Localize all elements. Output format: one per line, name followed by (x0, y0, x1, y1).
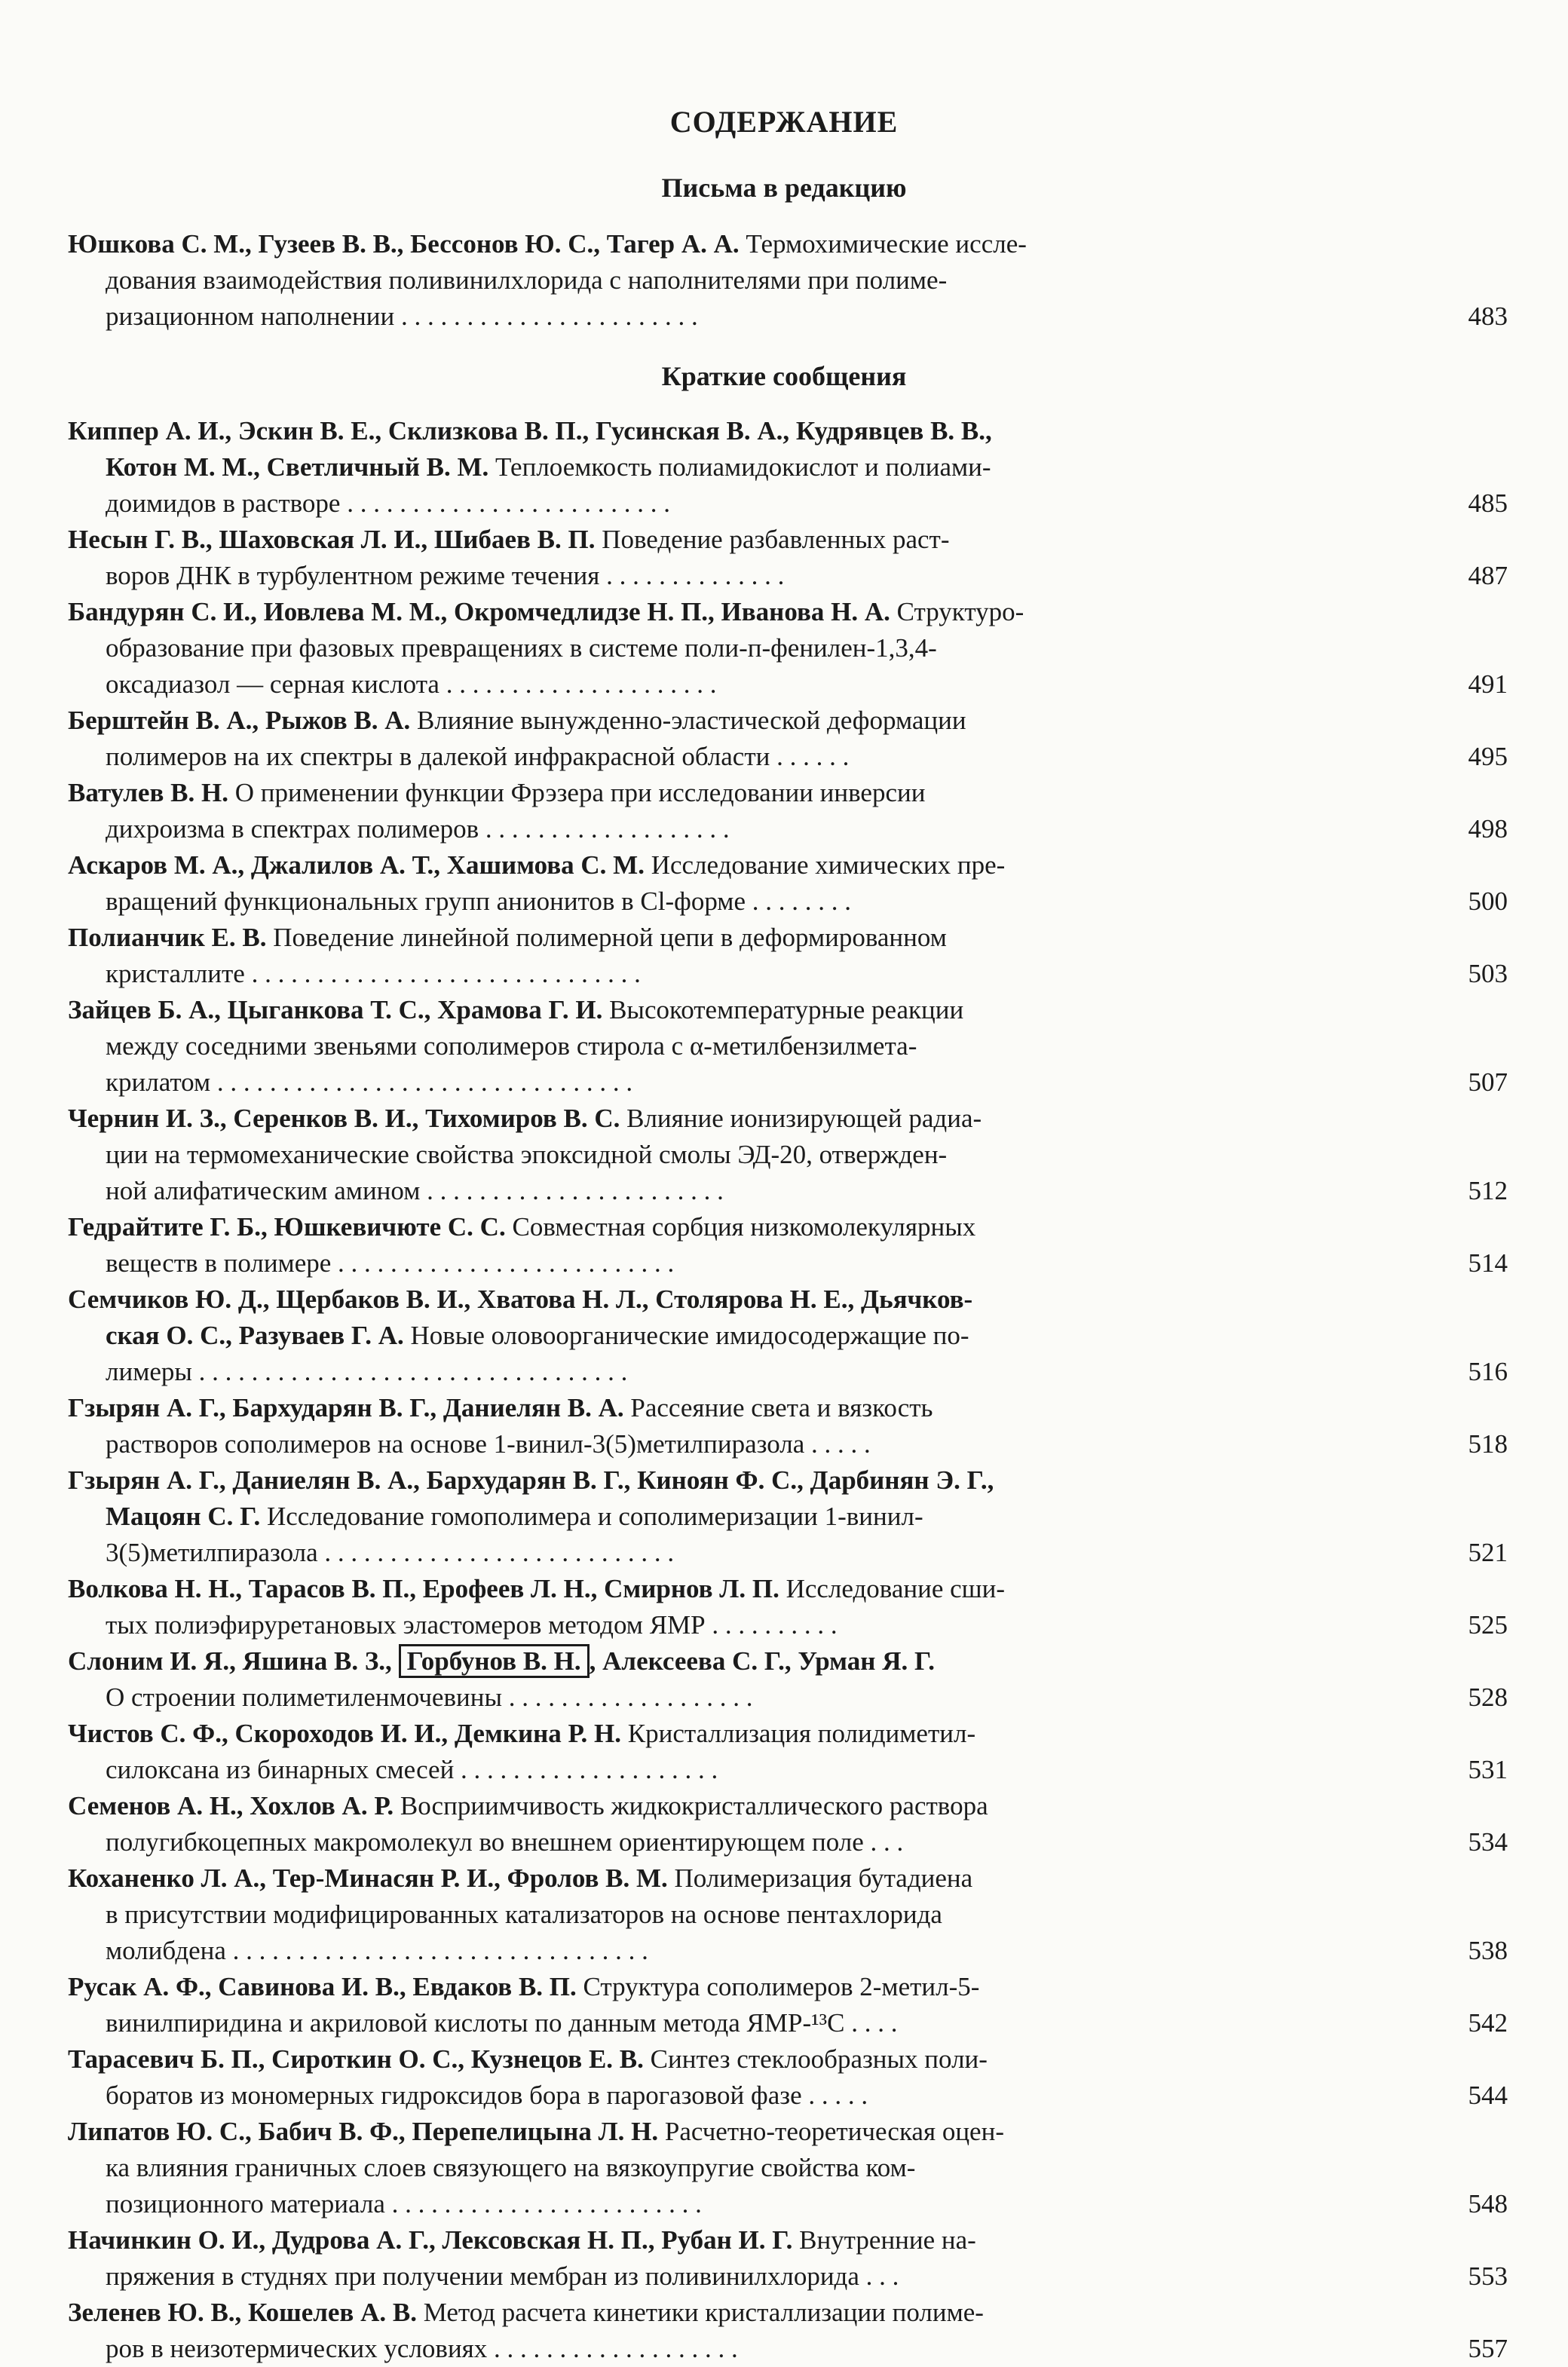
entry-page-number: 503 (1468, 959, 1508, 988)
entry-title-text: позиционного материала . . . . . . . . . . . . . . . . . . . . . . . . (106, 2189, 702, 2218)
entry-title-text: крилатом . . . . . . . . . . . . . . . . . . . . . . . . . . . . . . . . (106, 1067, 633, 1097)
entry-page-number: 491 (1468, 669, 1508, 699)
entry-title-text: боратов из мономерных гидроксидов бора в парогазовой фазе . . . . . (106, 2081, 868, 2110)
toc-entry (68, 2041, 1508, 2114)
entry-title-text: Метод расчета кинетики кристаллизации полиме- (416, 2298, 984, 2327)
section-letters-entries (68, 226, 1508, 335)
toc-entry-line (68, 1209, 1508, 1245)
toc-entry-line (68, 1788, 1508, 1824)
toc-entry-line (68, 1535, 1508, 1571)
toc-entry (68, 1462, 1508, 1571)
entry-title-text: ной алифатическим амином . . . . . . . . . . . . . . . . . . . . . . . (106, 1176, 724, 1205)
toc-entry-line (68, 1716, 1508, 1752)
entry-title-text: Расчетно-теоретическая оцен- (658, 2117, 1004, 2146)
entry-authors: Коханенко Л. А., Тер-Минасян Р. И., Фролов В. М. (68, 1863, 668, 1893)
entry-page-number: 557 (1468, 2334, 1508, 2363)
entry-title-text: Термохимические иссле- (739, 229, 1027, 259)
toc-entry (68, 1101, 1508, 1209)
toc-entry (68, 1716, 1508, 1788)
entry-title-text: Новые оловоорганические имидосодержащие по- (403, 1321, 969, 1350)
entry-page-number: 498 (1468, 814, 1508, 844)
entry-authors: Русак А. Ф., Савинова И. В., Евдаков В. П. (68, 1972, 577, 2001)
entry-authors: Несын Г. В., Шаховская Л. И., Шибаев В. П. (68, 525, 596, 554)
entry-title-text: между соседними звеньями сополимеров стирола с α-метилбензилмета- (106, 1031, 917, 1061)
entry-authors: Чернин И. З., Серенков В. И., Тихомиров В. С. (68, 1104, 620, 1133)
toc-entry-line (68, 2331, 1508, 2367)
toc-entry (68, 847, 1508, 920)
toc-entry-line (68, 883, 1508, 920)
entry-authors: Гзырян А. Г., Даниелян В. А., Бархударян В. Г., Киноян Ф. С., Дарбинян Э. Г., (68, 1465, 994, 1495)
entry-page-number: 487 (1468, 561, 1508, 590)
toc-entry (68, 1571, 1508, 1643)
entry-title-text: вращений функциональных групп анионитов в Cl-форме . . . . . . . . (106, 886, 851, 916)
entry-authors: Чистов С. Ф., Скороходов И. И., Демкина Р. Н. (68, 1719, 622, 1748)
entry-authors: Волкова Н. Н., Тарасов В. П., Ерофеев Л. Н., Смирнов Л. П. (68, 1574, 779, 1603)
entry-authors: Полианчик Е. В. (68, 923, 267, 952)
toc-entry (68, 226, 1508, 335)
entry-authors: Аскаров М. А., Джалилов А. Т., Хашимова С. М. (68, 850, 645, 880)
toc-entry-line (68, 1571, 1508, 1607)
toc-entry-line (68, 1028, 1508, 1064)
entry-authors: Липатов Ю. С., Бабич В. Ф., Перепелицына Л. Н. (68, 2117, 659, 2146)
entry-title-text: веществ в полимере . . . . . . . . . . . . . . . . . . . . . . . . . . (106, 1248, 675, 1278)
toc-entry-line (68, 1426, 1508, 1462)
entry-title-text: доимидов в растворе . . . . . . . . . . . . . . . . . . . . . . . . . (106, 488, 670, 518)
toc-entry-line (68, 594, 1508, 630)
entry-authors: Зайцев Б. А., Цыганкова Т. С., Храмова Г. И. (68, 995, 603, 1024)
toc-entry-line (68, 1354, 1508, 1390)
entry-page-number: 531 (1468, 1755, 1508, 1784)
toc-entry-line (68, 1752, 1508, 1788)
toc-entry (68, 775, 1508, 847)
entry-author-boxed: Горбунов В. Н. (399, 1644, 590, 1678)
entry-authors: Зеленев Ю. В., Кошелев А. В. (68, 2298, 417, 2327)
entry-title-text: образование при фазовых превращениях в системе поли-п-фенилен-1,3,4- (106, 633, 937, 663)
entry-title-text: молибдена . . . . . . . . . . . . . . . . . . . . . . . . . . . . . . . . (106, 1936, 648, 1965)
toc-entry-line (68, 1824, 1508, 1860)
entry-authors: Юшкова С. М., Гузеев В. В., Бессонов Ю. С., Тагер А. А. (68, 229, 740, 259)
entry-page-number: 548 (1468, 2189, 1508, 2218)
entry-page-number: 544 (1468, 2081, 1508, 2110)
entry-authors: Тарасевич Б. П., Сироткин О. С., Кузнецов Е. В. (68, 2044, 644, 2074)
entry-title-text: Восприимчивость жидкокристаллического раствора (394, 1791, 988, 1820)
entry-title-text: Синтез стеклообразных поли- (643, 2044, 988, 2074)
entry-title-text: ции на термомеханические свойства эпоксидной смолы ЭД-20, отвержден- (106, 1140, 948, 1169)
entry-page-number: 521 (1468, 1538, 1508, 1567)
entry-authors: Семчиков Ю. Д., Щербаков В. И., Хватова Н. Л., Столярова Н. Е., Дьячков- (68, 1285, 973, 1314)
entry-page-number: 538 (1468, 1936, 1508, 1965)
entry-title-text: оксадиазол — серная кислота . . . . . . . . . . . . . . . . . . . . . (106, 669, 717, 699)
entry-authors: Гедрайтите Г. Б., Юшкевичюте С. С. (68, 1212, 506, 1242)
entry-title-text: О применении функции Фрэзера при исследовании инверсии (228, 778, 926, 807)
toc-entry-line (68, 2186, 1508, 2222)
toc-entry (68, 1860, 1508, 1969)
entry-page-number: 516 (1468, 1357, 1508, 1386)
entry-authors: Начинкин О. И., Дудрова А. Г., Лексовская Н. П., Рубан И. Г. (68, 2225, 793, 2255)
toc-entry (68, 594, 1508, 703)
toc-entry-line (68, 1969, 1508, 2005)
toc-entry-line (68, 1499, 1508, 1535)
toc-entry-line (68, 2078, 1508, 2114)
entry-title-text: силоксана из бинарных смесей . . . . . . . . . . . . . . . . . . . . (106, 1755, 718, 1784)
toc-entry-line (68, 522, 1508, 558)
entry-page-number: 525 (1468, 1610, 1508, 1640)
toc-entry-line (68, 920, 1508, 956)
entry-authors: Мацоян С. Г. (106, 1502, 261, 1531)
toc-entry (68, 413, 1508, 522)
section-heading-short-communications: Краткие сообщения (661, 361, 907, 391)
toc-entry (68, 1281, 1508, 1390)
entry-title-text: в присутствии модифицированных катализаторов на основе пентахлорида (106, 1900, 942, 1929)
entry-authors: Семенов А. Н., Хохлов А. Р. (68, 1791, 394, 1820)
entry-page-number: 483 (1468, 302, 1508, 331)
toc-entry-line (68, 1680, 1508, 1716)
entry-authors: Берштейн В. А., Рыжов В. А. (68, 706, 411, 735)
toc-entry (68, 703, 1508, 775)
entry-title-text: пряжения в студнях при получении мембран из поливинилхлорида . . . (106, 2261, 899, 2291)
entry-title-text: Кристаллизация полидиметил- (621, 1719, 976, 1748)
entry-page-number: 534 (1468, 1827, 1508, 1857)
toc-entry-line (68, 1245, 1508, 1281)
entry-authors: Гзырян А. Г., Бархударян В. Г., Даниелян В. А. (68, 1393, 624, 1422)
toc-entry-line (68, 956, 1508, 992)
toc-entry-line (68, 226, 1508, 262)
entry-title-text: ризационном наполнении . . . . . . . . . . . . . . . . . . . . . . . (106, 302, 698, 331)
entry-authors: Бандурян С. И., Иовлева М. М., Окромчедлидзе Н. П., Иванова Н. А. (68, 597, 890, 626)
toc-entry (68, 2222, 1508, 2295)
toc-entry-line (68, 2041, 1508, 2078)
entry-title-text: растворов сополимеров на основе 1-винил-3(5)метилпиразола . . . . . (106, 1429, 871, 1459)
toc-entry-line (68, 1607, 1508, 1643)
entry-page-number: 542 (1468, 2008, 1508, 2038)
page-title: СОДЕРЖАНИЕ (669, 105, 899, 139)
entry-page-number: 553 (1468, 2261, 1508, 2291)
toc-entry-line (68, 703, 1508, 739)
toc-entry-line (68, 666, 1508, 703)
entry-title-text: Исследование сши- (779, 1574, 1005, 1603)
toc-entry (68, 1390, 1508, 1462)
entry-page-number: 528 (1468, 1683, 1508, 1712)
entry-title-text: Высокотемпературные реакции (602, 995, 964, 1024)
entry-title-text: Внутренние на- (792, 2225, 976, 2255)
entry-title-text: Рассеяние света и вязкость (623, 1393, 933, 1422)
entry-title-text: Теплоемкость полиамидокислот и полиами- (488, 452, 991, 482)
entry-title-text: Поведение разбавленных раст- (595, 525, 950, 554)
entry-title-text: винилпиридина и акриловой кислоты по данным метода ЯМР-¹³C . . . . (106, 2008, 898, 2038)
toc-entry-line (68, 558, 1508, 594)
entry-page-number: 485 (1468, 488, 1508, 518)
entry-title-text: О строении полиметиленмочевины . . . . . . . . . . . . . . . . . . . (106, 1683, 753, 1712)
entry-title-text: лимеры . . . . . . . . . . . . . . . . . . . . . . . . . . . . . . . . . (106, 1357, 628, 1386)
entry-title-text: Структура сополимеров 2-метил-5- (576, 1972, 980, 2001)
toc-entry-line (68, 1860, 1508, 1897)
toc-entry (68, 1788, 1508, 1860)
toc-entry-line (68, 1173, 1508, 1209)
entry-title-text: Влияние вынужденно-эластической деформации (410, 706, 966, 735)
entry-title-text: кристаллите . . . . . . . . . . . . . . . . . . . . . . . . . . . . . . (106, 959, 641, 988)
toc-entry (68, 2114, 1508, 2222)
entry-authors: Ватулев В. Н. (68, 778, 228, 807)
toc-entry (68, 1969, 1508, 2041)
entry-authors-cont: , Алексеева С. Г., Урман Я. Г. (589, 1646, 936, 1676)
section-short-communications-entries (68, 413, 1508, 2367)
toc-entry (68, 1209, 1508, 1281)
toc-entry-line (68, 1101, 1508, 1137)
toc-entry-line (68, 2258, 1508, 2295)
toc-entry (68, 992, 1508, 1101)
toc-entry-line (68, 739, 1508, 775)
entry-page-number: 495 (1468, 742, 1508, 771)
toc-entry-line (68, 2114, 1508, 2150)
toc-entry-line (68, 1318, 1508, 1354)
entry-authors: Слоним И. Я., Яшина В. З., (68, 1646, 392, 1676)
entry-title-text: Влияние ионизирующей радиа- (620, 1104, 982, 1133)
toc-entry (68, 2295, 1508, 2367)
entry-title-text: Исследование гомополимера и сополимеризации 1-винил- (260, 1502, 923, 1531)
toc-entry-line (68, 1933, 1508, 1969)
entry-title-text: тых полиэфируретановых эластомеров методом ЯМР . . . . . . . . . . (106, 1610, 838, 1640)
toc-entry-line (68, 299, 1508, 335)
toc-entry-line (68, 1390, 1508, 1426)
toc-entry (68, 1643, 1508, 1716)
toc-entry-line (68, 992, 1508, 1028)
entry-title-text: 3(5)метилпиразола . . . . . . . . . . . . . . . . . . . . . . . . . . . (106, 1538, 675, 1567)
toc-entry-line (68, 485, 1508, 522)
toc-entry-line (68, 2222, 1508, 2258)
toc-entry-line (68, 811, 1508, 847)
toc-entry-line (68, 2295, 1508, 2331)
toc-entry-line (68, 1897, 1508, 1933)
entry-authors: ская О. С., Разуваев Г. А. (106, 1321, 404, 1350)
entry-title-text: дихроизма в спектрах полимеров . . . . . . . . . . . . . . . . . . . (106, 814, 730, 844)
entry-page-number: 518 (1468, 1429, 1508, 1459)
entry-title-text: дования взаимодействия поливинилхлорида с наполнителями при полиме- (106, 265, 948, 295)
entry-title-text: Совместная сорбция низкомолекулярных (505, 1212, 976, 1242)
entry-page-number: 500 (1468, 886, 1508, 916)
toc-entry-line (68, 630, 1508, 666)
toc-entry-line (68, 1064, 1508, 1101)
entry-title-text: полугибкоцепных макромолекул во внешнем ориентирующем поле . . . (106, 1827, 904, 1857)
toc-entry-line (68, 1643, 1508, 1680)
toc-entry-line (68, 2150, 1508, 2186)
entry-page-number: 507 (1468, 1067, 1508, 1097)
toc-entry-line (68, 1137, 1508, 1173)
entry-title-text: Полимеризация бутадиена (667, 1863, 973, 1893)
toc-entry-line (68, 1462, 1508, 1499)
toc-entry-line (68, 413, 1508, 449)
toc-entry-line (68, 262, 1508, 299)
entry-title-text: Поведение линейной полимерной цепи в деформированном (266, 923, 947, 952)
entry-title-text: ров в неизотермических условиях . . . . . . . . . . . . . . . . . . . (106, 2334, 738, 2363)
section-heading-letters: Письма в редакцию (661, 173, 907, 203)
entry-title-text: воров ДНК в турбулентном режиме течения . . . . . . . . . . . . . . (106, 561, 785, 590)
entry-authors: Киппер А. И., Эскин В. Е., Склизкова В. П., Гусинская В. А., Кудрявцев В. В., (68, 416, 992, 446)
entry-title-text: Структуро- (890, 597, 1024, 626)
entry-title-text: ка влияния граничных слоев связующего на вязкоупругие свойства ком- (106, 2153, 916, 2182)
toc-entry-line (68, 449, 1508, 485)
entry-page-number: 514 (1468, 1248, 1508, 1278)
toc-entry-line (68, 1281, 1508, 1318)
entry-title-text: полимеров на их спектры в далекой инфракрасной области . . . . . . (106, 742, 850, 771)
toc-entry-line (68, 2005, 1508, 2041)
toc-entry-line (68, 775, 1508, 811)
entry-page-number: 512 (1468, 1176, 1508, 1205)
toc-entry-line (68, 847, 1508, 883)
toc-entry (68, 920, 1508, 992)
toc-entry (68, 522, 1508, 594)
entry-authors: Котон М. М., Светличный В. М. (106, 452, 489, 482)
entry-title-text: Исследование химических пре- (644, 850, 1006, 880)
